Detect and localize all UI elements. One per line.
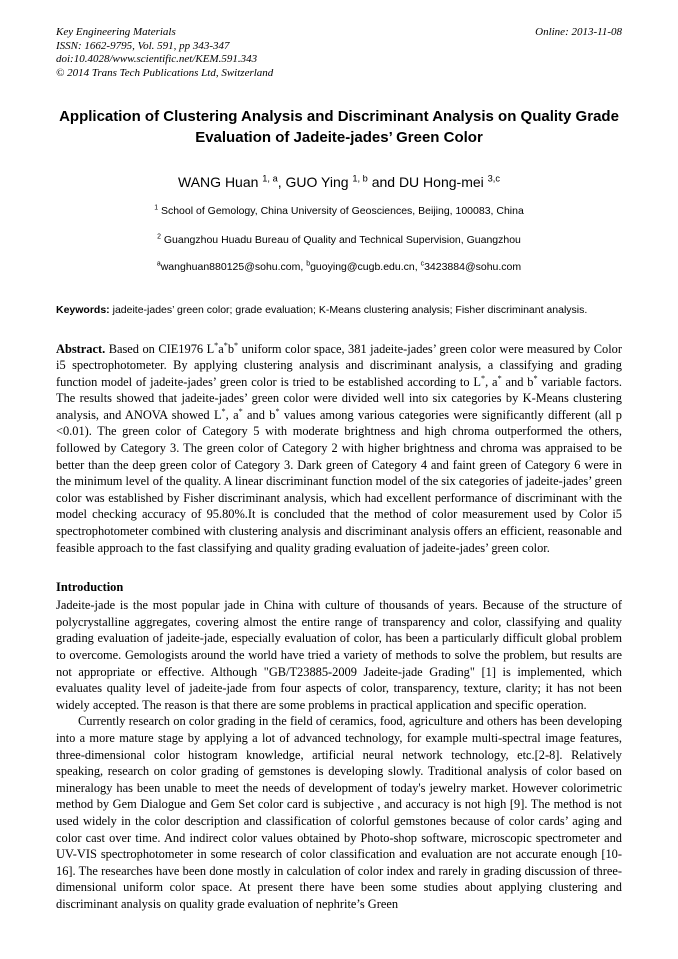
email-b-marker: b xyxy=(306,260,311,268)
author-1-affil-marker: 1, a xyxy=(262,173,278,184)
email-a-marker: a xyxy=(156,260,161,268)
affiliation-1-text: School of Gemology, China University of Geosciences, Beijing, 100083, China xyxy=(158,205,524,217)
affiliation-2-text: Guangzhou Huadu Bureau of Quality and Technical Supervision, Guangzhou xyxy=(160,234,521,246)
abstract-sup4: * xyxy=(481,373,486,383)
doi-line: doi:10.4028/www.scientific.net/KEM.591.343 xyxy=(56,53,258,65)
abstract-label: Abstract. xyxy=(56,341,106,356)
journal-name: Key Engineering Materials xyxy=(56,26,176,38)
abstract-t2: a xyxy=(218,341,224,356)
abstract-sup5: * xyxy=(497,373,502,383)
abstract-sup8: * xyxy=(238,406,243,416)
email-c[interactable]: 3423884@sohu.com xyxy=(424,261,522,273)
copyright-line: © 2014 Trans Tech Publications Ltd, Switzerland xyxy=(56,66,274,79)
abstract-t6: and b xyxy=(501,374,534,389)
paper-title: Application of Clustering Analysis and Discriminant Analysis on Quality Grade Evaluation of Jadeite-jades’ Green Color xyxy=(59,108,619,146)
author-3-name: and DU Hong-mei xyxy=(367,174,488,190)
abstract-t8: , a xyxy=(225,407,239,422)
abstract-t9: and b xyxy=(242,407,276,422)
abstract-sup1: * xyxy=(214,340,219,350)
author-list xyxy=(56,172,622,192)
author-emails xyxy=(56,258,622,277)
author-3-affil-marker: 3,c xyxy=(487,173,500,184)
affiliation-2 xyxy=(56,231,622,250)
abstract-block xyxy=(56,341,622,557)
keywords-label: Keywords: xyxy=(56,304,110,316)
author-1-name: WANG Huan xyxy=(178,174,263,190)
keywords-block xyxy=(56,303,622,319)
page-header xyxy=(56,26,622,80)
introduction-heading: Introduction xyxy=(56,580,124,595)
keywords-text: jadeite-jades’ green color; grade evaluation; K-Means clustering analysis; Fisher discriminant analysis. xyxy=(109,304,588,316)
email-b[interactable]: guoying@cugb.edu.cn, xyxy=(310,261,421,273)
abstract-sup3: * xyxy=(234,340,239,350)
abstract-t5: , a xyxy=(485,374,498,389)
author-2-affil-marker: 1, b xyxy=(352,173,368,184)
abstract-t3: b xyxy=(227,341,235,356)
abstract-sup2: * xyxy=(223,340,228,350)
email-c-marker: c xyxy=(420,260,425,268)
introduction-paragraph-2: Currently research on color grading in the field of ceramics, food, agriculture and others has been developing into a more mature stage by applying a lot of advanced technology, for example multi-spectral image features, three-dimensional color histogram knowledge, artificial neural network technology, etc.[2-8]. Relatively speaking, research on color grading of gemstones is developing slowly. Traditional analysis of color based on mineralogy has been unable to meet the needs of development of today's jewelry market. However colorimetric method by Gem Dialogue and Gem Set color card is subjective , and accuracy is not high [9]. The method is not used widely in the color description and classification of colorful gemstones because of color cards’ aging and color cast over time. And indirect color values obtained by Photo-shop software, microscopic spectrometer and UV-VIS spectrophotometer in some research of color classification and evaluation are not accurate enough [10-16]. The researches have been done mostly in calculation of color index and rarely in grading discussion of three-dimensional uniform color space. At present there have been some studies about applying clustering and discriminant analysis on quality grade evaluation of nephrite’s Green xyxy=(56,714,622,911)
abstract-t7: variable factors. The results showed that jadeite-jades’ green color were divided well into six categories by K-Means clustering analysis, and ANOVA showed L xyxy=(56,374,622,422)
abstract-sup9: * xyxy=(275,406,280,416)
email-a[interactable]: wanghuan880125@sohu.com, xyxy=(160,261,307,273)
abstract-sup7: * xyxy=(221,406,226,416)
affiliation-2-marker: 2 xyxy=(157,233,161,241)
introduction-paragraph-1: Jadeite-jade is the most popular jade in China with culture of thousands of years. Because of the structure of polycrystalline aggregates, covering almost the entire range of transparency and color, classifying and quality grading evaluation of jadeite-jade, especially evaluation of color, has been a particularly difficult global problem to overcome. Gemologists around the world have tried a variety of methods to solve the problem, but results are not appropriate or effective. Although "GB/T23885-2009 Jadeite-jade Grading" [1] is implemented, which evaluates quality level of jadeite-jade from four aspects of color, transparency, texture, clarity; it has not been widely accepted. The reason is that there are some problems in practical application and specific operation. xyxy=(56,598,622,712)
abstract-t10: values among various categories were significantly different (all p <0.01). The green color of Category 5 with moderate brightness and high chroma outperformed the others, followed by Category 3. The green color of Category 2 with higher brightness and chroma was appraised to be better than the deep green color of Category 3. Dark green of Category 4 and faint green of Category 6 were in the minimum level of the quality. A linear discriminant function model of the six categories of jadeite-jades’ green color was established by Fisher discriminant analysis, which had excellent performance of discriminant with the model checking accuracy of 95.80%.It is concluded that the method of color measurement used by Color i5 spectrophotometer combined with clustering analysis and discriminant analysis offers an efficient, reasonable and feasible approach to the fast classifying and quality grading evaluation of jadeite-jades’ green color. xyxy=(56,407,623,555)
author-2-name: , GUO Ying xyxy=(277,174,353,190)
abstract-t4: uniform color space, 381 jadeite-jades’ green color were measured by Color i5 spectrophotometer. By applying clustering analysis and discriminant analysis, a classifying and grading function model of jadeite-jades’ green color is tried to be established according to L xyxy=(56,341,622,389)
abstract-t1: Based on CIE1976 L xyxy=(105,341,215,356)
online-date: Online: 2013-11-08 xyxy=(535,26,622,38)
affiliation-1-marker: 1 xyxy=(154,204,159,212)
header-top-row xyxy=(56,26,622,40)
issn-line: ISSN: 1662-9795, Vol. 591, pp 343-347 xyxy=(56,39,230,52)
abstract-sup6: * xyxy=(533,373,538,383)
affiliation-1 xyxy=(56,202,622,221)
